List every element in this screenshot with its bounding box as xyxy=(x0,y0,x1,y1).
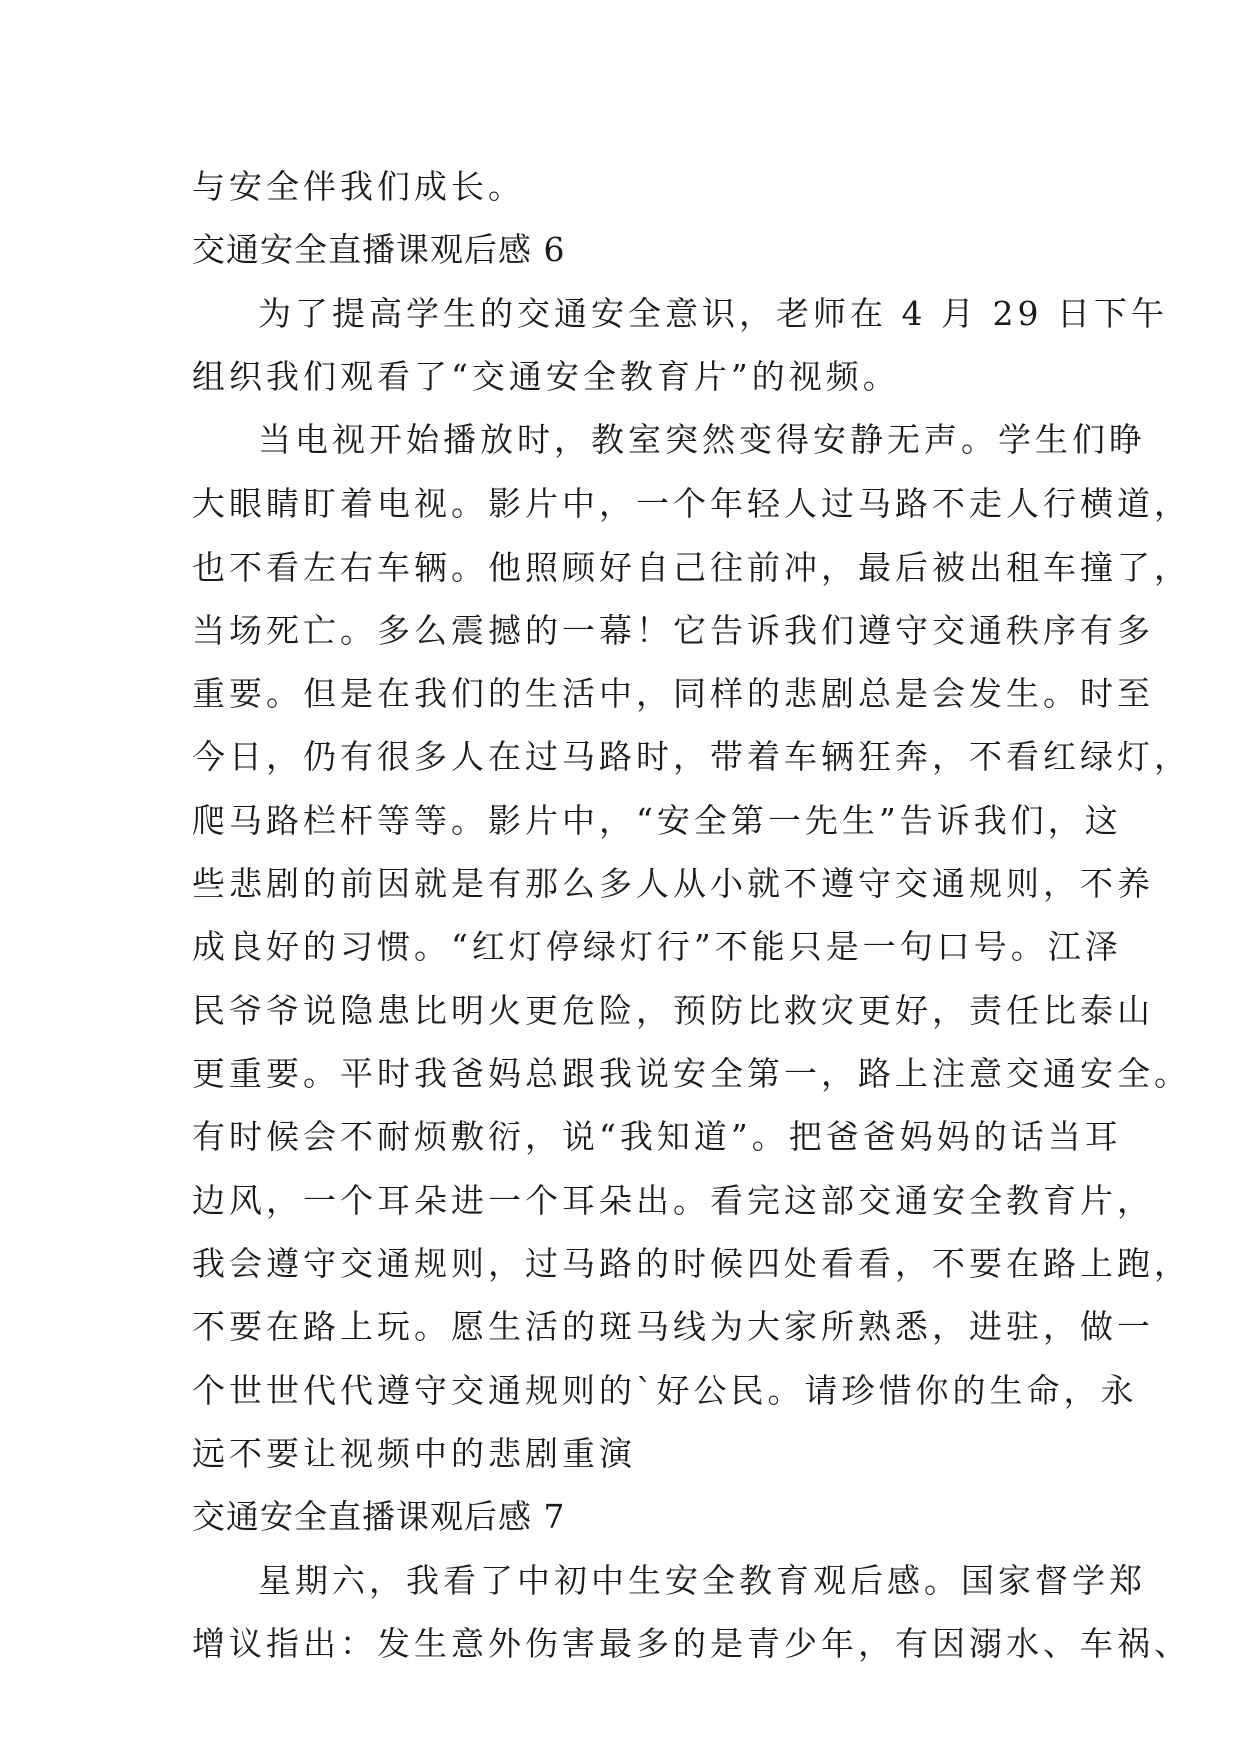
paragraph-line: 民爷爷说隐患比明火更危险，预防比救灾更好，责任比泰山 xyxy=(192,991,1154,1030)
paragraph-line: 成良好的习惯。“红灯停绿灯行”不能只是一句口号。江泽 xyxy=(192,927,1122,966)
paragraph-line: 与安全伴我们成长。 xyxy=(192,167,525,206)
paragraph-line: 我会遵守交通规则，过马路的时候四处看看，不要在路上跑， xyxy=(192,1244,1191,1283)
paragraph-line: 不要在路上玩。愿生活的斑马线为大家所熟悉，进驻，做一 xyxy=(192,1307,1154,1346)
paragraph-line: 个世世代代遵守交通规则的`好公民。请珍惜你的生命，永 xyxy=(192,1371,1138,1410)
paragraph-line: 星期六，我看了中初中生安全教育观后感。国家督学郑 xyxy=(258,1561,1146,1600)
paragraph-line: 为了提高学生的交通安全意识，老师在 4 月 29 日下午 xyxy=(258,294,1168,333)
paragraph-line: 当电视开始播放时，教室突然变得安静无声。学生们睁 xyxy=(258,420,1146,459)
paragraph-line: 些悲剧的前因就是有那么多人从小就不遵守交通规则，不养 xyxy=(192,864,1154,903)
paragraph-line: 组织我们观看了“交通安全教育片”的视频。 xyxy=(192,357,900,396)
section-heading: 交通安全直播课观后感 6 xyxy=(192,230,566,269)
paragraph-line: 增议指出：发生意外伤害最多的是青少年，有因溺水、车祸、 xyxy=(192,1624,1191,1663)
paragraph-line: 远不要让视频中的悲剧重演 xyxy=(192,1434,636,1473)
paragraph-line: 今日，仍有很多人在过马路时，带着车辆狂奔，不看红绿灯， xyxy=(192,737,1191,776)
paragraph-line: 当场死亡。多么震撼的一幕！它告诉我们遵守交通秩序有多 xyxy=(192,611,1154,650)
paragraph-line: 也不看左右车辆。他照顾好自己往前冲，最后被出租车撞了， xyxy=(192,548,1191,587)
section-heading: 交通安全直播课观后感 7 xyxy=(192,1497,566,1536)
paragraph-line: 边风，一个耳朵进一个耳朵出。看完这部交通安全教育片， xyxy=(192,1181,1154,1220)
paragraph-line: 爬马路栏杆等等。影片中，“安全第一先生”告诉我们，这 xyxy=(192,801,1122,840)
paragraph-line: 有时候会不耐烦敷衍，说“我知道”。把爸爸妈妈的话当耳 xyxy=(192,1117,1122,1156)
paragraph-line: 重要。但是在我们的生活中，同样的悲剧总是会发生。时至 xyxy=(192,674,1154,713)
paragraph-line: 大眼睛盯着电视。影片中，一个年轻人过马路不走人行横道， xyxy=(192,484,1191,523)
paragraph-line: 更重要。平时我爸妈总跟我说安全第一，路上注意交通安全。 xyxy=(192,1054,1191,1093)
